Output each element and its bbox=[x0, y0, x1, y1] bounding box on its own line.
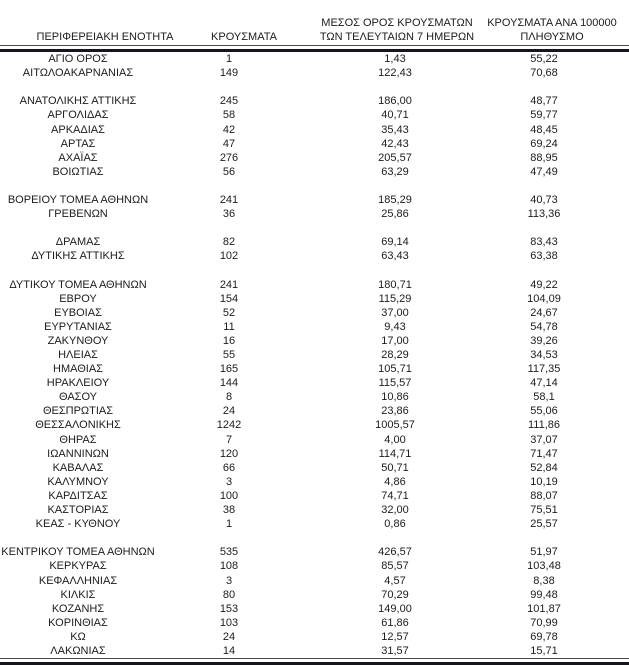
cases-per-100k-cell: 59,77 bbox=[530, 109, 558, 122]
table-row bbox=[0, 517, 629, 531]
table-row bbox=[0, 207, 629, 221]
table-row bbox=[0, 165, 629, 179]
regional-unit-cell: ΘΑΣΟΥ bbox=[58, 391, 98, 404]
cases-per-100k-cell: 69,78 bbox=[530, 630, 558, 643]
table-row bbox=[0, 390, 629, 404]
column-header-regional-unit bbox=[37, 31, 174, 45]
regional-unit-cell: ΘΗΡΑΣ bbox=[59, 433, 97, 446]
cases-cell: 82 bbox=[222, 236, 236, 249]
regional-unit-cell: ΑΝΑΤΟΛΙΚΗΣ ΑΤΤΙΚΗΣ bbox=[19, 95, 137, 108]
avg-7day-cases-cell: 10,86 bbox=[381, 391, 409, 404]
cases-per-100k-cell: 69,24 bbox=[530, 137, 558, 150]
table-row bbox=[0, 376, 629, 390]
avg-7day-cases-cell: 61,86 bbox=[381, 616, 409, 629]
cases-cell: 535 bbox=[219, 546, 239, 559]
table-row bbox=[0, 418, 629, 432]
table-row bbox=[0, 362, 629, 376]
regional-unit-cell: ΚΩ bbox=[70, 630, 86, 643]
table-row bbox=[0, 235, 629, 249]
regional-unit-cell: ΔΥΤΙΚΟΥ ΤΟΜΕΑ ΑΘΗΝΩΝ bbox=[9, 278, 147, 291]
cases-cell: 11 bbox=[223, 320, 235, 333]
spacer-row bbox=[0, 179, 629, 193]
table-row bbox=[0, 278, 629, 292]
cases-cell: 149 bbox=[219, 67, 239, 80]
table-row bbox=[0, 573, 629, 587]
table-row bbox=[0, 320, 629, 334]
avg-7day-cases-cell: 31,57 bbox=[381, 644, 409, 657]
cases-per-100k-cell: 52,84 bbox=[530, 461, 558, 474]
avg-7day-cases-cell: 37,00 bbox=[381, 306, 409, 319]
table-row bbox=[0, 151, 629, 165]
table-row bbox=[0, 137, 629, 151]
avg-7day-cases-cell: 70,29 bbox=[381, 588, 409, 601]
avg-7day-cases-cell: 105,71 bbox=[378, 363, 412, 376]
regional-unit-cell: ΑΡΤΑΣ bbox=[60, 137, 96, 150]
table-row bbox=[0, 52, 629, 66]
column-header-label-line2: ΠΛΗΘΥΣΜΟ bbox=[520, 30, 584, 43]
cases-cell: 56 bbox=[222, 165, 236, 178]
cases-per-100k-cell: 55,22 bbox=[530, 53, 558, 66]
avg-7day-cases-cell: 4,86 bbox=[384, 475, 406, 488]
avg-7day-cases-cell: 426,57 bbox=[378, 546, 412, 559]
cases-cell: 58 bbox=[222, 109, 236, 122]
regional-unit-cell: ΑΡΓΟΛΙΔΑΣ bbox=[47, 109, 109, 122]
avg-7day-cases-cell: 185,29 bbox=[378, 193, 412, 206]
cases-per-100k-cell: 8,38 bbox=[533, 574, 555, 587]
column-header-label: ΚΡΟΥΣΜΑΤΑ bbox=[211, 30, 277, 43]
cases-per-100k-cell: 54,78 bbox=[530, 320, 558, 333]
cases-per-100k-cell: 63,38 bbox=[530, 250, 558, 263]
regional-unit-cell: ΚΑΒΑΛΑΣ bbox=[52, 461, 104, 474]
table-row bbox=[0, 108, 629, 122]
table-row bbox=[0, 588, 629, 602]
table-row bbox=[0, 193, 629, 207]
table-row bbox=[0, 503, 629, 517]
cases-per-100k-cell: 111,86 bbox=[527, 419, 560, 432]
avg-7day-cases-cell: 114,71 bbox=[378, 447, 412, 460]
cases-per-100k-cell: 37,07 bbox=[530, 433, 558, 446]
cases-per-100k-cell: 75,51 bbox=[530, 504, 558, 517]
cases-cell: 241 bbox=[219, 278, 239, 291]
avg-7day-cases-cell: 69,14 bbox=[381, 236, 409, 249]
cases-per-100k-cell: 47,14 bbox=[530, 377, 558, 390]
avg-7day-cases-cell: 63,43 bbox=[381, 250, 409, 263]
table-row bbox=[0, 461, 629, 475]
cases-per-100k-cell: 70,68 bbox=[530, 67, 558, 80]
cases-cell: 42 bbox=[222, 123, 236, 136]
cases-per-100k-cell: 39,26 bbox=[530, 334, 558, 347]
table-row bbox=[0, 447, 629, 461]
cases-per-100k-cell: 88,95 bbox=[530, 151, 558, 164]
column-header-label: ΠΕΡΙΦΕΡΕΙΑΚΗ ΕΝΟΤΗΤΑ bbox=[36, 30, 174, 43]
cases-cell: 103 bbox=[219, 616, 239, 629]
regional-unit-cell: ΚΟΖΑΝΗΣ bbox=[51, 602, 105, 615]
cases-per-100k-cell: 117,35 bbox=[527, 363, 561, 376]
avg-7day-cases-cell: 25,86 bbox=[381, 208, 409, 221]
cases-cell: 80 bbox=[222, 588, 236, 601]
regional-unit-cell: ΕΥΒΟΙΑΣ bbox=[54, 306, 102, 319]
avg-7day-cases-cell: 0,86 bbox=[384, 518, 406, 531]
cases-per-100k-cell: 15,71 bbox=[530, 644, 558, 657]
regional-unit-cell: ΚΕΝΤΡΙΚΟΥ ΤΟΜΕΑ ΑΘΗΝΩΝ bbox=[1, 546, 155, 559]
cases-cell: 276 bbox=[219, 151, 239, 164]
cases-cell: 16 bbox=[222, 334, 236, 347]
cases-per-100k-cell: 83,43 bbox=[530, 236, 558, 249]
avg-7day-cases-cell: 50,71 bbox=[381, 461, 409, 474]
regional-unit-cell: ΙΩΑΝΝΙΝΩΝ bbox=[47, 447, 109, 460]
cases-cell: 8 bbox=[225, 391, 233, 404]
regional-unit-cell: ΛΑΚΩΝΙΑΣ bbox=[50, 644, 106, 657]
table-row bbox=[0, 489, 629, 503]
avg-7day-cases-cell: 28,29 bbox=[381, 349, 409, 362]
cases-cell: 102 bbox=[219, 250, 239, 263]
cases-per-100k-cell: 24,67 bbox=[530, 306, 558, 319]
regional-unit-cell: ΚΑΛΥΜΝΟΥ bbox=[47, 475, 109, 488]
regional-unit-cell: ΚΟΡΙΝΘΙΑΣ bbox=[48, 616, 108, 629]
cases-cell: 120 bbox=[219, 447, 239, 460]
avg-7day-cases-cell: 149,00 bbox=[378, 602, 412, 615]
spacer-row bbox=[0, 263, 629, 277]
avg-7day-cases-cell: 12,57 bbox=[381, 630, 409, 643]
table-row bbox=[0, 433, 629, 447]
regional-unit-cell: ΖΑΚΥΝΘΟΥ bbox=[47, 334, 109, 347]
column-header-label-line2: ΤΩΝ ΤΕΛΕΥΤΑΙΩΝ 7 ΗΜΕΡΩΝ bbox=[319, 30, 475, 43]
cases-cell: 55 bbox=[222, 349, 236, 362]
table-row bbox=[0, 122, 629, 136]
cases-cell: 108 bbox=[219, 560, 239, 573]
avg-7day-cases-cell: 1,43 bbox=[384, 53, 406, 66]
avg-7day-cases-cell: 17,00 bbox=[381, 334, 409, 347]
avg-7day-cases-cell: 186,00 bbox=[378, 95, 412, 108]
table-row bbox=[0, 66, 629, 80]
regional-unit-cell: ΚΑΣΤΟΡΙΑΣ bbox=[47, 504, 109, 517]
regional-unit-cell: ΒΟΙΩΤΙΑΣ bbox=[52, 165, 104, 178]
cases-per-100k-cell: 113,36 bbox=[527, 208, 561, 221]
regional-unit-cell: ΑΡΚΑΔΙΑΣ bbox=[51, 123, 105, 136]
table-row bbox=[0, 348, 629, 362]
cases-cell: 36 bbox=[222, 208, 236, 221]
regional-unit-cell: ΕΒΡΟΥ bbox=[59, 292, 97, 305]
cases-cell: 1 bbox=[225, 518, 233, 531]
table-row bbox=[0, 94, 629, 108]
avg-7day-cases-cell: 1005,57 bbox=[375, 419, 415, 432]
avg-7day-cases-cell: 115,29 bbox=[378, 292, 412, 305]
header-underline-thin bbox=[0, 45, 629, 46]
cases-per-100k-cell: 10,19 bbox=[530, 475, 558, 488]
cases-per-100k-cell: 48,45 bbox=[530, 123, 558, 136]
column-header-cases bbox=[211, 31, 277, 45]
cases-per-100k-cell: 51,97 bbox=[530, 546, 558, 559]
avg-7day-cases-cell: 35,43 bbox=[381, 123, 409, 136]
table-row bbox=[0, 644, 629, 658]
cases-per-100k-cell: 40,73 bbox=[530, 193, 558, 206]
cases-cell: 14 bbox=[222, 644, 236, 657]
avg-7day-cases-cell: 115,57 bbox=[378, 377, 412, 390]
avg-7day-cases-cell: 9,43 bbox=[384, 320, 406, 333]
cases-per-100k-cell: 71,47 bbox=[530, 447, 558, 460]
cases-cell: 245 bbox=[219, 95, 239, 108]
cases-cell: 1242 bbox=[216, 419, 242, 432]
spacer-row bbox=[0, 221, 629, 235]
cases-per-100k-cell: 48,77 bbox=[530, 95, 558, 108]
cases-cell: 38 bbox=[222, 504, 236, 517]
regional-unit-cell: ΔΥΤΙΚΗΣ ΑΤΤΙΚΗΣ bbox=[31, 250, 125, 263]
cases-per-100k-cell: 58,1 bbox=[533, 391, 555, 404]
avg-7day-cases-cell: 122,43 bbox=[378, 67, 412, 80]
column-header-cases-per-100k bbox=[487, 17, 617, 44]
column-header-avg-7day-cases bbox=[320, 17, 474, 44]
cases-cell: 153 bbox=[219, 602, 239, 615]
cases-cell: 3 bbox=[225, 475, 233, 488]
spacer-row bbox=[0, 80, 629, 94]
regional-unit-cell: ΚΕΦΑΛΛΗΝΙΑΣ bbox=[38, 574, 118, 587]
regional-unit-cell: ΚΑΡΔΙΤΣΑΣ bbox=[48, 489, 108, 502]
table-row bbox=[0, 559, 629, 573]
avg-7day-cases-cell: 32,00 bbox=[381, 504, 409, 517]
avg-7day-cases-cell: 180,71 bbox=[378, 278, 412, 291]
table-row bbox=[0, 602, 629, 616]
cases-cell: 241 bbox=[219, 193, 239, 206]
cases-cell: 52 bbox=[222, 306, 236, 319]
cases-cell: 3 bbox=[225, 574, 233, 587]
avg-7day-cases-cell: 4,57 bbox=[384, 574, 406, 587]
cases-cell: 165 bbox=[219, 363, 239, 376]
table-row bbox=[0, 292, 629, 306]
regional-unit-cell: ΒΟΡΕΙΟΥ ΤΟΜΕΑ ΑΘΗΝΩΝ bbox=[7, 193, 149, 206]
regional-unit-cell: ΑΓΙΟ ΟΡΟΣ bbox=[48, 53, 108, 66]
avg-7day-cases-cell: 63,29 bbox=[381, 165, 409, 178]
table-bottom-rule-thin bbox=[0, 658, 629, 659]
avg-7day-cases-cell: 42,43 bbox=[381, 137, 409, 150]
regional-unit-cell: ΘΕΣΣΑΛΟΝΙΚΗΣ bbox=[35, 419, 121, 432]
cases-cell: 24 bbox=[222, 405, 236, 418]
table-row bbox=[0, 630, 629, 644]
avg-7day-cases-cell: 85,57 bbox=[381, 560, 409, 573]
regional-unit-cell: ΘΕΣΠΡΩΤΙΑΣ bbox=[42, 405, 114, 418]
cases-per-100k-cell: 104,09 bbox=[527, 292, 561, 305]
table-row bbox=[0, 334, 629, 348]
table-row bbox=[0, 249, 629, 263]
cases-per-100k-cell: 88,07 bbox=[530, 489, 558, 502]
avg-7day-cases-cell: 205,57 bbox=[378, 151, 412, 164]
regional-unit-cell: ΗΡΑΚΛΕΙΟΥ bbox=[46, 377, 110, 390]
cases-per-100k-cell: 34,53 bbox=[530, 349, 558, 362]
regional-unit-cell: ΚΕΡΚΥΡΑΣ bbox=[49, 560, 107, 573]
cases-cell: 144 bbox=[219, 377, 239, 390]
cases-per-100k-cell: 25,57 bbox=[530, 518, 558, 531]
cases-cell: 66 bbox=[222, 461, 236, 474]
table-row bbox=[0, 306, 629, 320]
cases-cell: 154 bbox=[219, 292, 239, 305]
table-row bbox=[0, 545, 629, 559]
regional-unit-cell: ΗΛΕΙΑΣ bbox=[58, 349, 98, 362]
cases-cell: 24 bbox=[222, 630, 236, 643]
column-header-label-line1: ΜΕΣΟΣ ΟΡΟΣ ΚΡΟΥΣΜΑΤΩΝ bbox=[321, 17, 473, 29]
avg-7day-cases-cell: 23,86 bbox=[381, 405, 409, 418]
column-header-label-line1: ΚΡΟΥΣΜΑΤΑ ΑΝΑ 100000 bbox=[487, 17, 617, 29]
cases-per-100k-cell: 70,99 bbox=[530, 616, 558, 629]
cases-per-100k-cell: 55,06 bbox=[530, 405, 558, 418]
cases-cell: 7 bbox=[225, 433, 233, 446]
table-body bbox=[0, 52, 629, 658]
cases-per-100k-cell: 49,22 bbox=[530, 278, 558, 291]
avg-7day-cases-cell: 4,00 bbox=[384, 433, 406, 446]
regional-unit-cell: ΕΥΡΥΤΑΝΙΑΣ bbox=[44, 320, 112, 333]
avg-7day-cases-cell: 40,71 bbox=[381, 109, 409, 122]
table-row bbox=[0, 475, 629, 489]
regional-unit-cell: ΔΡΑΜΑΣ bbox=[55, 236, 101, 249]
cases-cell: 100 bbox=[219, 489, 239, 502]
cases-per-100k-cell: 103,48 bbox=[527, 560, 561, 573]
regional-unit-cell: ΑΙΤΩΛΟΑΚΑΡΝΑΝΙΑΣ bbox=[22, 67, 134, 80]
spacer-row bbox=[0, 531, 629, 545]
regional-unit-cell: ΑΧΑΪΑΣ bbox=[58, 151, 98, 164]
regional-unit-cell: ΚΙΛΚΙΣ bbox=[60, 588, 96, 601]
cases-cell: 47 bbox=[222, 137, 236, 150]
table-row bbox=[0, 616, 629, 630]
cases-per-100k-cell: 47,49 bbox=[530, 165, 558, 178]
cases-per-100k-cell: 99,48 bbox=[530, 588, 558, 601]
regional-unit-cell: ΚΕΑΣ - ΚΥΘΝΟΥ bbox=[35, 518, 121, 531]
regional-unit-cell: ΗΜΑΘΙΑΣ bbox=[53, 363, 103, 376]
regional-unit-cell: ΓΡΕΒΕΝΩΝ bbox=[48, 208, 108, 221]
avg-7day-cases-cell: 74,71 bbox=[381, 489, 409, 502]
cases-cell: 1 bbox=[225, 53, 233, 66]
table-row bbox=[0, 404, 629, 418]
cases-per-100k-cell: 101,87 bbox=[527, 602, 561, 615]
